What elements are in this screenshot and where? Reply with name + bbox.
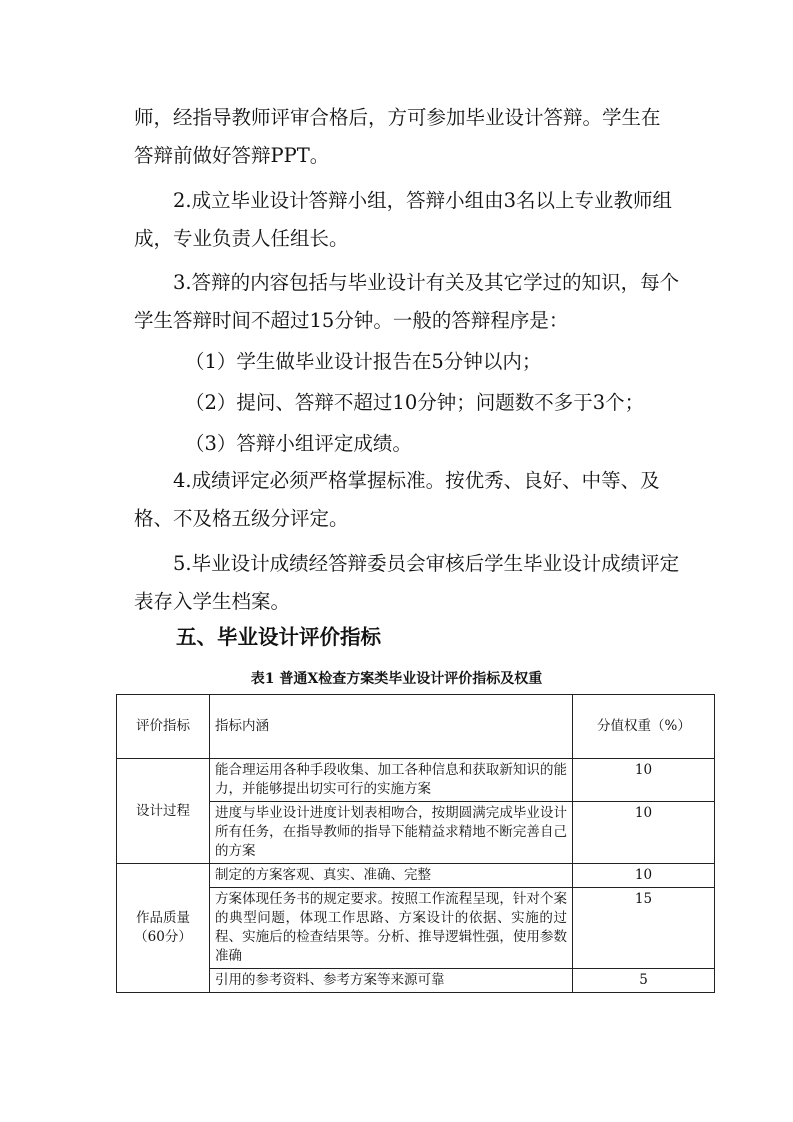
paragraph-archive: 5.毕业设计成绩经答辩委员会审核后学生毕业设计成绩评定表存入学生档案。 — [134, 552, 680, 613]
row-weight: 10 — [573, 759, 715, 802]
header-content: 指标内涵 — [210, 695, 573, 759]
table-row — [117, 864, 715, 888]
row-weight: 5 — [573, 969, 715, 993]
row-weight: 10 — [573, 864, 715, 888]
row-content: 方案体现任务书的规定要求。按照工作流程呈现，针对个案的典型问题，体现工作思路、方案设计的依据、实施的过程、实施后的检查结果等。分析、推导逻辑性强，使用参数准确 — [210, 888, 573, 969]
section-heading: 五、毕业设计评价指标 — [176, 625, 381, 649]
row-content: 引用的参考资料、参考方案等来源可靠 — [210, 969, 573, 993]
row-content: 能合理运用各种手段收集、加工各种信息和获取新知识的能力，并能够提出切实可行的实施方案 — [210, 759, 573, 802]
row-weight: 15 — [573, 888, 715, 969]
procedure-item-1: （1）学生做毕业设计报告在5分钟以内； — [185, 350, 542, 373]
table-row — [117, 759, 715, 802]
procedure-item-2: （2）提问、答辩不超过10分钟；问题数不多于3个； — [185, 391, 645, 414]
row-content: 制定的方案客观、真实、准确、完整 — [210, 864, 573, 888]
paragraph-defense-content: 3.答辩的内容包括与毕业设计有关及其它学过的知识，每个学生答辩时间不超过15分钟。一般的答辩程序是： — [134, 271, 680, 332]
row-weight: 10 — [573, 802, 715, 864]
header-weight: 分值权重（%） — [573, 695, 715, 759]
table-caption: 表1 普通X检查方案类毕业设计评价指标及权重 — [250, 671, 543, 687]
table-header-row — [117, 695, 715, 759]
paragraph-continuation — [134, 99, 697, 175]
paragraph-defense-group: 2.成立毕业设计答辩小组，答辩小组由3名以上专业教师组成，专业负责人任组长。 — [134, 189, 673, 250]
evaluation-table — [116, 694, 715, 993]
paragraph-grading: 4.成绩评定必须严格掌握标准。按优秀、良好、中等、及格、不及格五级分评定。 — [134, 469, 660, 530]
group-name-design-process: 设计过程 — [117, 759, 210, 864]
header-indicator: 评价指标 — [117, 695, 210, 759]
group-name-work-quality: 作品质量（60分） — [117, 864, 210, 993]
row-content: 进度与毕业设计进度计划表相吻合，按期圆满完成毕业设计所有任务，在指导教师的指导下能精益求精地不断完善自己的方案 — [210, 802, 573, 864]
paragraph-continuation-line1: 师，经指导教师评审合格后，方可参加毕业设计答辩。学生在 — [134, 106, 661, 129]
paragraph-continuation-line2: 答辩前做好答辩PPT。 — [134, 144, 330, 167]
procedure-item-3: （3）答辩小组评定成绩。 — [185, 432, 412, 455]
